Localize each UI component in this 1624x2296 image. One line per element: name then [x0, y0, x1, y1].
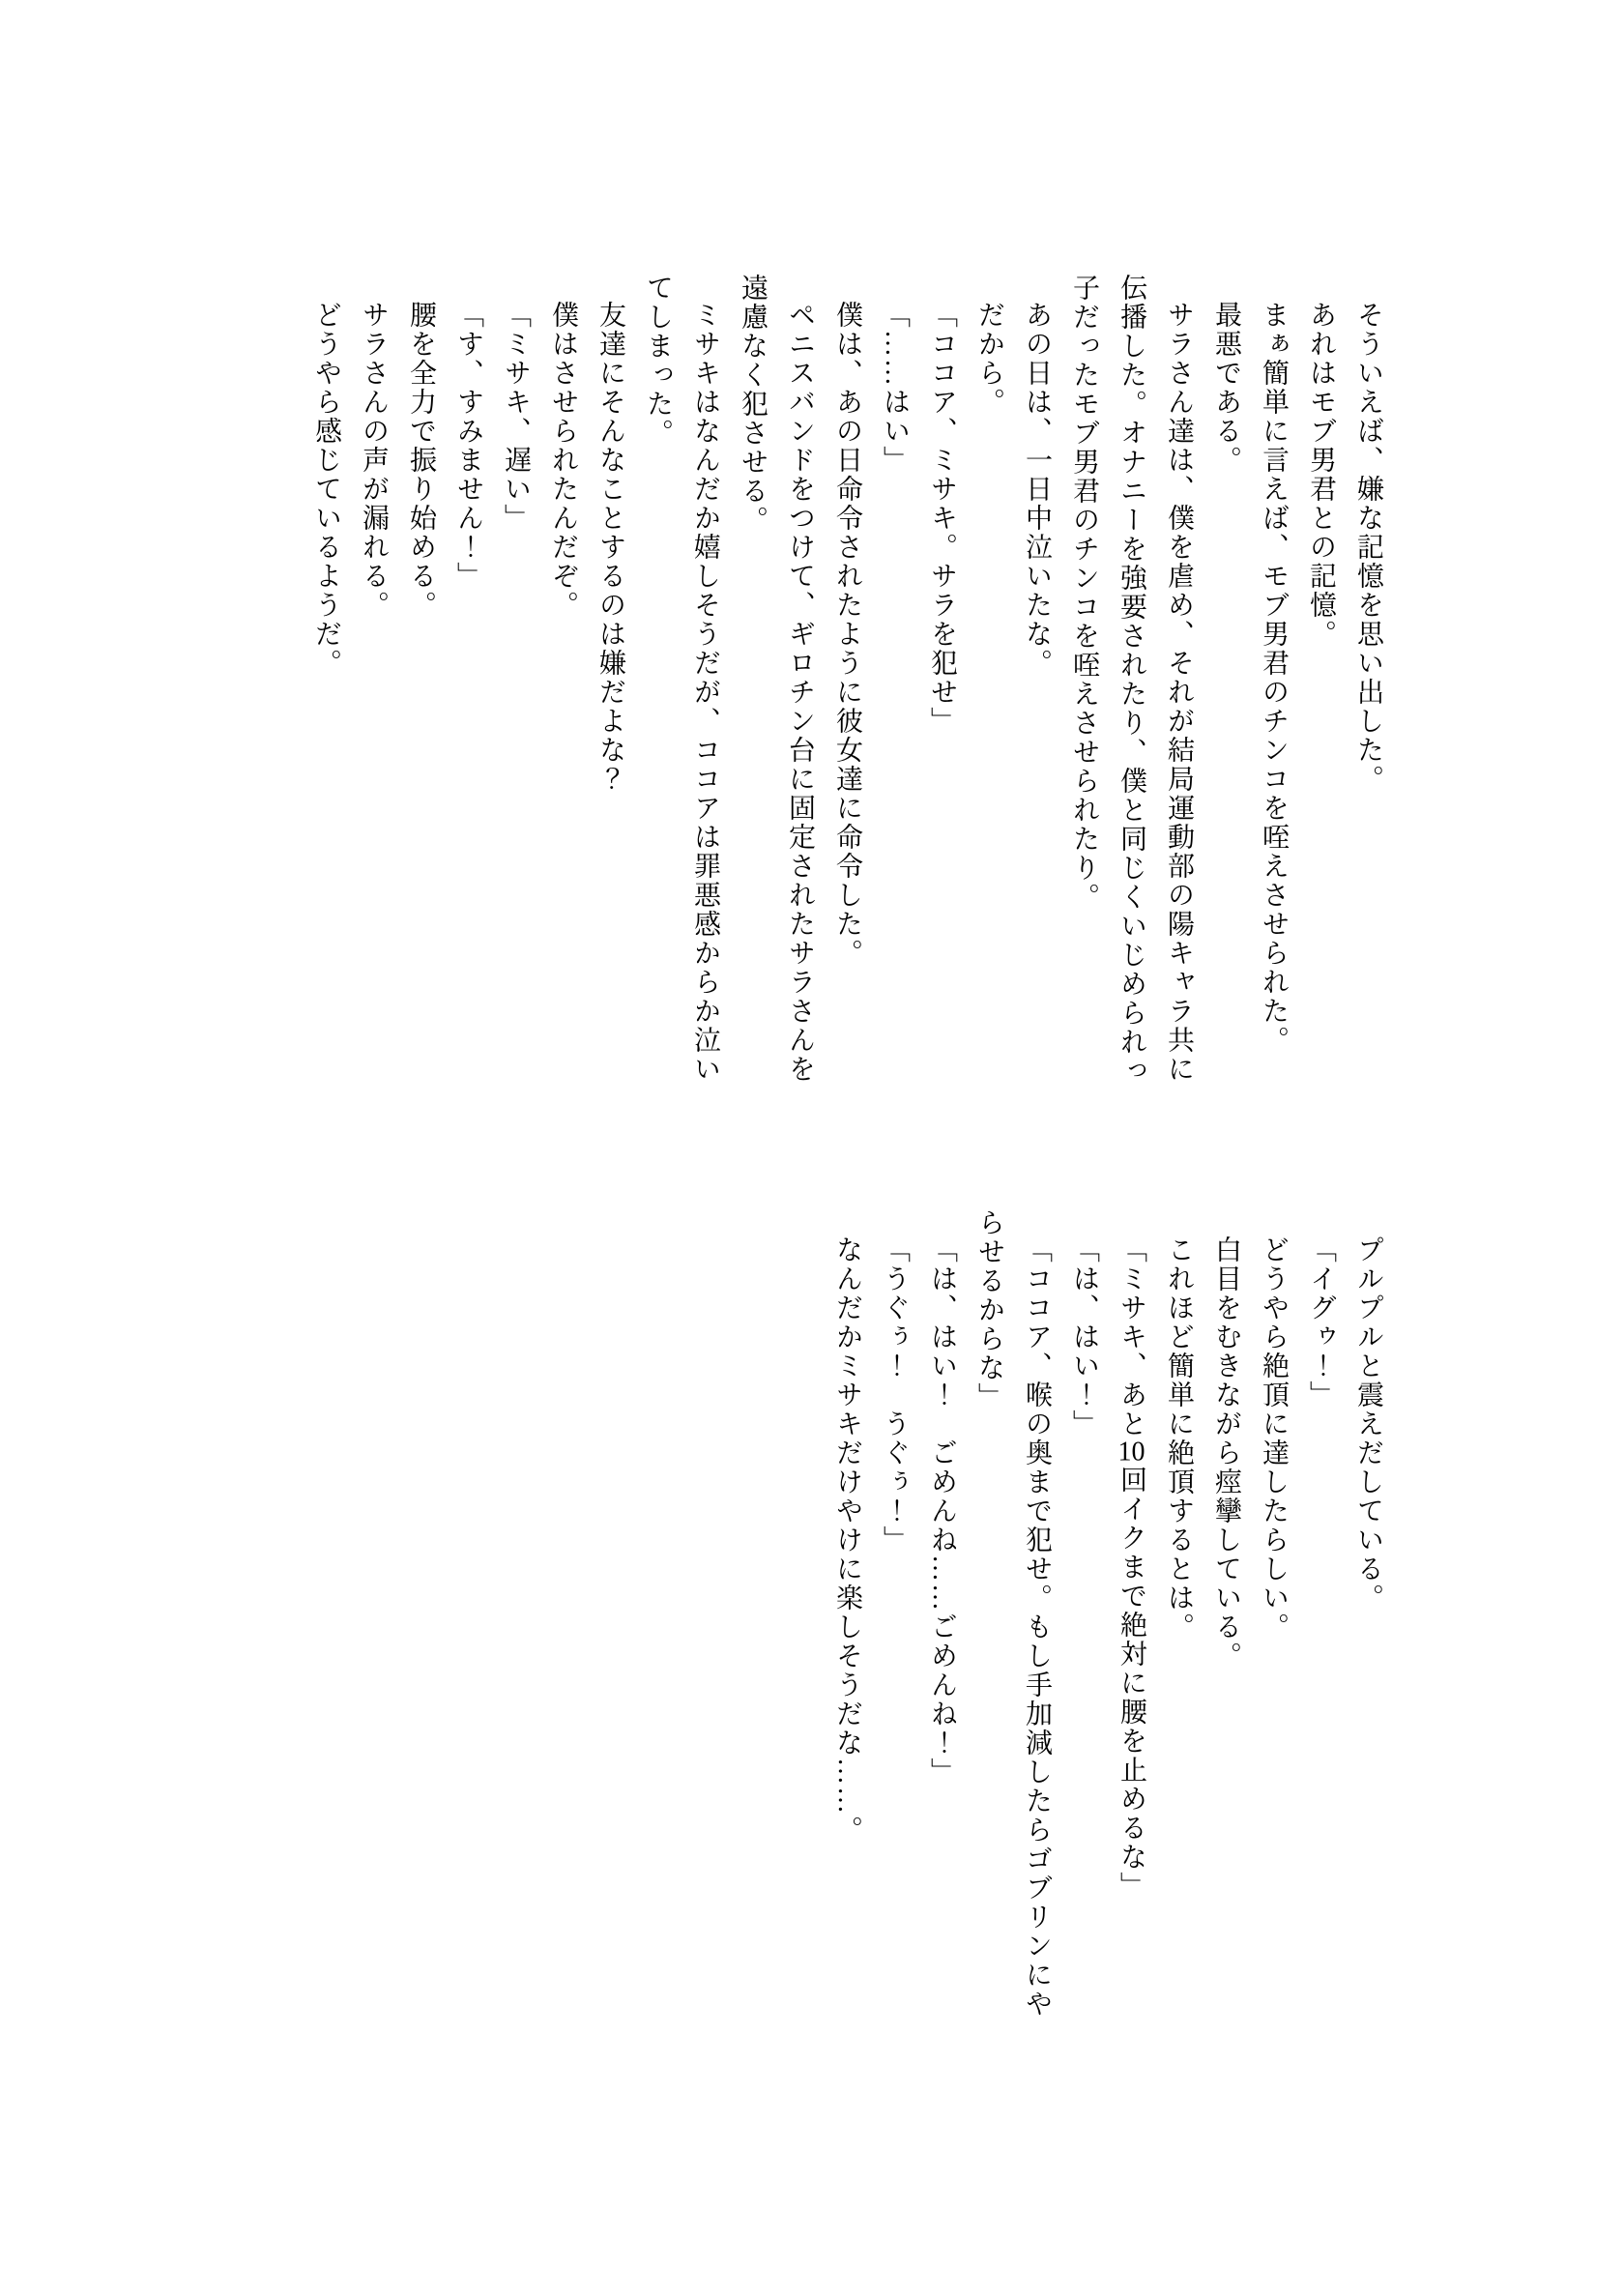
paragraph: 「は、はい！」	[1069, 1235, 1099, 1439]
tatechuyoko-number: 10	[1117, 1439, 1146, 1466]
paragraph: だから。	[974, 301, 1004, 417]
paragraph: ミサキはなんだか嬉しそうだが、ココアは罪悪感からか泣いてしまった。	[643, 274, 720, 1084]
paragraph: 友達にそんなことするのは嫌だよな？	[595, 301, 625, 794]
upper-text-block	[303, 274, 1392, 1105]
paragraph: サラさんの声が漏れる。	[359, 301, 389, 620]
paragraph: 「うぐぅ！ うぐぅ！」	[880, 1235, 910, 1555]
paragraph: まぁ簡単に言えば、モブ男君のチンコを咥えさせられた。	[1259, 301, 1289, 1055]
paragraph: プルプルと震えだしている。	[1353, 1235, 1383, 1613]
paragraph: 「イグゥ！」	[1306, 1235, 1336, 1410]
paragraph: 僕は、あの日命令されたように彼女達に命令した。	[832, 301, 862, 968]
paragraph: どうやら感じているようだ。	[311, 301, 341, 678]
lower-text-block	[824, 1208, 1392, 2040]
paragraph: 「す、すみません！」	[453, 301, 483, 591]
paragraph: 「ココア、ミサキ。サラを犯せ」	[927, 301, 957, 736]
paragraph: 最悪である。	[1211, 301, 1241, 475]
paragraph: そういえば、嫌な記憶を思い出した。	[1353, 301, 1383, 794]
paragraph: 白目をむきながら痙攣している。	[1211, 1235, 1241, 1671]
paragraph: 「ミサキ、遅い」	[501, 301, 531, 533]
paragraph: 「ミサキ、あと10回イクまで絶対に腰を止めるな」	[1116, 1235, 1146, 1901]
paragraph: 「……はい」	[880, 301, 910, 475]
paragraph: なんだかミサキだけやけに楽しそうだな……。	[832, 1235, 862, 1845]
paragraph: ペニスバンドをつけて、ギロチン台に固定されたサラさんを遠慮なく犯させる。	[738, 274, 815, 1084]
paragraph: あれはモブ男君との記憶。	[1306, 301, 1336, 649]
paragraph: これほど簡単に絶頂するとは。	[1164, 1235, 1194, 1642]
paragraph: 僕はさせられたんだぞ。	[548, 301, 578, 620]
paragraph: 「ココア、喉の奥まで犯せ。もし手加減したらゴブリンにやらせるからな」	[974, 1208, 1052, 2019]
paragraph: サラさん達は、僕を虐め、それが結局運動部の陽キャラ共に伝播した。オナニーを強要されたり、僕と同じくいじめられっ子だったモブ男君のチンコを咥えさせられたり。	[1069, 274, 1194, 1086]
paragraph: あの日は、一日中泣いたな。	[1022, 301, 1052, 678]
paragraph: どうやら絶頂に達したらしい。	[1259, 1235, 1289, 1642]
paragraph: 腰を全力で振り始める。	[406, 301, 436, 620]
paragraph: 「は、はい！ ごめんね……ごめんね！」	[927, 1235, 957, 1787]
